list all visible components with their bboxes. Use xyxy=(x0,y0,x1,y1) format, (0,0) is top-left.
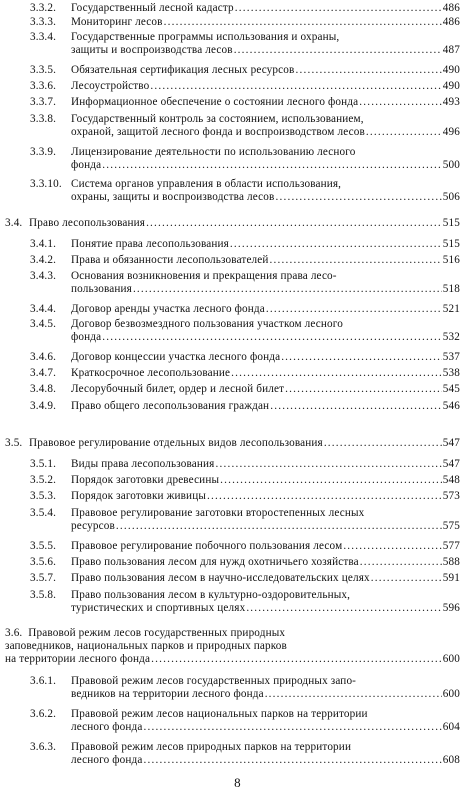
page-number: 8 xyxy=(234,775,241,790)
toc-entry-title-line xyxy=(71,572,460,585)
dot-leader xyxy=(164,16,442,29)
toc-entry-title-line xyxy=(5,627,460,640)
toc-entry-title: Правовое регулирование побочного пользования лесом xyxy=(71,540,343,552)
toc-entry-number: 3.4.2. xyxy=(30,254,57,266)
dot-leader xyxy=(207,490,442,503)
toc-entry-number: 3.5.1. xyxy=(30,458,57,470)
toc-entry-page: 490 xyxy=(442,64,460,76)
dot-leader xyxy=(220,474,442,487)
toc-entry-page: 515 xyxy=(442,217,460,229)
toc-entry-number: 3.5.5. xyxy=(30,540,57,552)
toc-entry xyxy=(30,64,460,77)
toc-entry-number: 3.4. xyxy=(5,217,23,229)
toc-entry-title-line: Лицензирование деятельности по использованию лесного xyxy=(71,146,356,158)
toc-entry xyxy=(30,741,460,767)
toc-entry-title-line xyxy=(71,520,460,533)
toc-entry-title-line xyxy=(71,602,460,615)
toc-entry-title: Правовой режим лесов государственных природных xyxy=(28,627,286,639)
toc-entry-title: защиты и воспроизводства лесов xyxy=(71,44,233,56)
dot-leader xyxy=(102,159,442,172)
toc-entry-page: 608 xyxy=(442,754,460,766)
toc-entry-page: 545 xyxy=(442,383,460,395)
toc-entry xyxy=(30,2,460,15)
toc-entry xyxy=(30,178,460,204)
toc-entry-page: 532 xyxy=(442,331,460,343)
toc-entry-number: 3.6.3. xyxy=(30,741,57,753)
toc-entry xyxy=(30,675,460,701)
toc-entry-page: 538 xyxy=(442,367,460,379)
toc-entry-title-line xyxy=(29,217,460,230)
toc-entry xyxy=(30,474,460,487)
toc-entry-title-line: Государственные программы использования и охраны, xyxy=(71,31,340,43)
toc-entry-title: Порядок заготовки живицы xyxy=(71,490,206,502)
toc-entry-title: туристических и спортивных целях xyxy=(71,602,246,614)
dot-leader xyxy=(371,572,442,585)
dot-leader xyxy=(366,126,442,139)
toc-entry xyxy=(30,254,460,267)
toc-entry-title: Право общего лесопользования граждан xyxy=(71,400,270,412)
toc-entry-title-line xyxy=(71,2,460,15)
toc-entry-title-line xyxy=(71,383,460,396)
toc-entry-page: 547 xyxy=(442,437,460,449)
toc-entry-page: 600 xyxy=(442,688,460,700)
toc-entry-title: лесного фонда xyxy=(71,754,143,766)
toc-entry-title: Мониторинг лесов xyxy=(71,16,163,28)
toc-entry-title-line xyxy=(71,16,460,29)
toc-entry-title-line xyxy=(71,126,460,139)
toc-entry-number: 3.5. xyxy=(5,437,23,449)
toc-entry-title: фонда xyxy=(71,159,102,171)
toc-entry xyxy=(30,31,460,57)
toc-entry-title-line xyxy=(71,238,460,251)
toc-entry xyxy=(30,96,460,109)
dot-leader xyxy=(102,331,442,344)
toc-entry-title-line xyxy=(71,191,460,204)
toc-entry xyxy=(30,708,460,734)
toc-entry xyxy=(30,113,460,139)
dot-leader xyxy=(215,458,441,471)
toc-entry-title: Понятие права лесопользования xyxy=(71,238,229,250)
toc-entry-number: 3.3.2. xyxy=(30,2,57,14)
toc-entry-title: на территории лесного фонда xyxy=(5,653,151,665)
toc-entry-title-line xyxy=(29,437,460,450)
dot-leader xyxy=(116,520,442,533)
toc-entry-title: лесного фонда xyxy=(71,721,143,733)
toc-entry-title: пользования xyxy=(71,283,132,295)
toc-entry-title: ресурсов xyxy=(71,520,115,532)
toc-entry-title-line xyxy=(71,458,460,471)
toc-entry-page: 575 xyxy=(442,520,460,532)
toc-entry-title: Договор аренды участка лесного фонда xyxy=(71,303,265,315)
toc-entry-title-line xyxy=(71,721,460,734)
toc-entry xyxy=(30,458,460,471)
toc-entry-title-line xyxy=(71,556,460,569)
dot-leader xyxy=(285,383,442,396)
toc-entry-number: 3.4.3. xyxy=(30,270,57,282)
toc-entry-number: 3.3.5. xyxy=(30,64,57,76)
toc-entry-title-line: Правовой режим лесов природных парков на территории xyxy=(71,741,352,753)
toc-entry-title-line: Основания возникновения и прекращения права лесо- xyxy=(71,270,337,282)
toc-entry-title-line xyxy=(71,400,460,413)
toc-entry-title: Порядок заготовки древесины xyxy=(71,474,220,486)
toc-entry-title: Лесорубочный билет, ордер и лесной билет xyxy=(71,383,285,395)
toc-entry-title-line xyxy=(71,44,460,57)
toc-entry-number: 3.6.1. xyxy=(30,675,57,687)
toc-entry-page: 573 xyxy=(442,490,460,502)
toc-entry-number: 3.4.4. xyxy=(30,303,57,315)
toc-entry-title-line xyxy=(71,688,460,701)
dot-leader xyxy=(360,556,442,569)
toc-entry-title: Информационное обеспечение о состоянии лесного фонда xyxy=(71,96,359,108)
toc-entry-page: 496 xyxy=(442,126,460,138)
toc-entry-title: фонда xyxy=(71,331,102,343)
dot-leader xyxy=(324,437,442,450)
toc-entry xyxy=(30,351,460,364)
toc-entry xyxy=(30,303,460,316)
toc-entry-title-line: заповедников, национальных парков и природных парков xyxy=(5,640,287,652)
toc-entry-number: 3.5.8. xyxy=(30,589,57,601)
dot-leader xyxy=(343,540,441,553)
toc-entry-title-line xyxy=(71,303,460,316)
toc-entry xyxy=(30,400,460,413)
toc-entry-title-line xyxy=(71,351,460,364)
toc-entry-page: 591 xyxy=(442,572,460,584)
toc-entry-page: 604 xyxy=(442,721,460,733)
toc-entry-number: 3.6.2. xyxy=(30,708,57,720)
toc-entry-number: 3.6. xyxy=(5,627,23,639)
toc-entry-page: 588 xyxy=(442,556,460,568)
toc-entry-title: Краткосрочное лесопользование xyxy=(71,367,231,379)
toc-entry-title-line xyxy=(71,474,460,487)
toc-entry-title-line xyxy=(71,754,460,767)
toc-entry xyxy=(30,367,460,380)
toc-entry-number: 3.3.9. xyxy=(30,146,57,158)
toc-entry-title: Право лесопользования xyxy=(29,217,146,229)
toc-entry xyxy=(30,490,460,503)
toc-entry-title-line xyxy=(71,283,460,296)
toc-entry-number: 3.3.7. xyxy=(30,96,57,108)
dot-leader xyxy=(281,351,442,364)
toc-entry-title-line xyxy=(71,254,460,267)
toc-entry-number: 3.4.6. xyxy=(30,351,57,363)
toc-entry-title: Права и обязанности лесопользователей xyxy=(71,254,269,266)
toc-entry-number: 3.5.3. xyxy=(30,490,57,502)
dot-leader xyxy=(234,44,442,57)
toc-entry-number: 3.4.1. xyxy=(30,238,57,250)
toc-entry xyxy=(30,572,460,585)
toc-entry-page: 493 xyxy=(442,96,460,108)
toc-entry xyxy=(30,556,460,569)
dot-leader xyxy=(265,688,442,701)
toc-entry-title-line: Договор безвозмездного пользования участком лесного xyxy=(71,318,343,330)
toc-entry-page: 600 xyxy=(442,653,460,665)
dot-leader xyxy=(144,754,442,767)
toc-entry xyxy=(5,627,460,666)
toc-entry-page: 548 xyxy=(442,474,460,486)
dot-leader xyxy=(146,217,442,230)
dot-leader xyxy=(270,400,442,413)
dot-leader xyxy=(295,64,441,77)
toc-entry-page: 596 xyxy=(442,602,460,614)
dot-leader xyxy=(144,721,442,734)
toc-entry-title: ведников на территории лесного фонда xyxy=(71,688,264,700)
toc-entry-number: 3.3.4. xyxy=(30,31,57,43)
toc-entry xyxy=(30,540,460,553)
toc-entry-title: Договор концессии участка лесного фонда xyxy=(71,351,281,363)
toc-entry-number: 3.3.10. xyxy=(30,178,62,190)
toc-entry-title-line: Система органов управления в области использования, xyxy=(71,178,342,190)
toc-entry-page: 546 xyxy=(442,400,460,412)
toc-entry-number: 3.3.8. xyxy=(30,113,57,125)
toc-entry-title: Обязательная сертификация лесных ресурсов xyxy=(71,64,295,76)
toc-entry-number: 3.4.5. xyxy=(30,318,57,330)
toc-entry-page: 486 xyxy=(442,16,460,28)
toc-entry-number: 3.5.7. xyxy=(30,572,57,584)
toc-entry-title-line xyxy=(71,490,460,503)
toc-entry xyxy=(30,146,460,172)
toc-entry-page: 537 xyxy=(442,351,460,363)
dot-leader xyxy=(231,367,442,380)
toc-entry-title-line xyxy=(71,331,460,344)
toc-entry-title-line: Правовой режим лесов национальных парков на территории xyxy=(71,708,368,720)
toc-entry-number: 3.4.9. xyxy=(30,400,57,412)
toc-entry xyxy=(30,238,460,251)
toc-entry-number: 3.5.6. xyxy=(30,556,57,568)
toc-entry-title: Лесоустройство xyxy=(71,80,150,92)
toc-entry xyxy=(30,318,460,344)
toc-entry-number: 3.3.3. xyxy=(30,16,57,28)
toc-entry-page: 506 xyxy=(442,191,460,203)
dot-leader xyxy=(235,2,442,15)
toc-entry-page: 487 xyxy=(442,44,460,56)
toc-entry-title: Государственный лесной кадастр xyxy=(71,2,234,14)
toc-entry-title: охраны, защиты и воспроизводства лесов xyxy=(71,191,275,203)
toc-entry-title: Правовое регулирование отдельных видов лесопользования xyxy=(29,437,323,449)
toc-entry-title: Право пользования лесом для нужд охотничьего хозяйства xyxy=(71,556,359,568)
toc-entry xyxy=(5,437,460,450)
toc-entry-page: 486 xyxy=(442,2,460,14)
toc-entry-page: 577 xyxy=(442,540,460,552)
toc-entry-page: 515 xyxy=(442,238,460,250)
dot-leader xyxy=(275,191,441,204)
toc-entry-title-line xyxy=(71,367,460,380)
toc-entry-number: 3.5.4. xyxy=(30,507,57,519)
dot-leader xyxy=(246,602,441,615)
dot-leader xyxy=(270,254,442,267)
toc-entry-title-line xyxy=(71,80,460,93)
toc-entry-title-line xyxy=(5,653,460,666)
toc-entry xyxy=(30,589,460,615)
toc-entry-number: 3.5.2. xyxy=(30,474,57,486)
toc-entry-number: 3.3.6. xyxy=(30,80,57,92)
toc-entry-title-line xyxy=(71,96,460,109)
toc-entry-title: Виды права лесопользования xyxy=(71,458,215,470)
toc-entry-number: 3.4.8. xyxy=(30,383,57,395)
dot-leader xyxy=(230,238,442,251)
toc-entry-page: 547 xyxy=(442,458,460,470)
toc-entry-title-line: Правовое регулирование заготовки второстепенных лесных xyxy=(71,507,365,519)
dot-leader xyxy=(359,96,441,109)
dot-leader xyxy=(133,283,442,296)
toc-entry-page: 518 xyxy=(442,283,460,295)
toc-entry-title: Право пользования лесом в научно-исследовательских целях xyxy=(71,572,370,584)
dot-leader xyxy=(266,303,442,316)
toc-entry-title-line xyxy=(71,159,460,172)
toc-entry-page: 490 xyxy=(442,80,460,92)
toc-entry-title-line: Правовой режим лесов государственных природных запо- xyxy=(71,675,357,687)
toc-entry-page: 500 xyxy=(442,159,460,171)
toc-entry xyxy=(30,383,460,396)
toc-entry xyxy=(5,217,460,230)
toc-entry-number: 3.4.7. xyxy=(30,367,57,379)
toc-entry-title-line xyxy=(71,540,460,553)
toc-entry xyxy=(30,270,460,296)
toc-entry-title: охраной, защитой лесного фонда и воспроизводством лесов xyxy=(71,126,365,138)
toc-entry xyxy=(30,80,460,93)
toc-entry-title-line: Право пользования лесом в культурно-оздоровительных, xyxy=(71,589,351,601)
toc-entry-page: 521 xyxy=(442,303,460,315)
toc-entry-title-line xyxy=(71,64,460,77)
toc-entry-title-line: Государственный контроль за состоянием, использованием, xyxy=(71,113,364,125)
toc-entry-page: 516 xyxy=(442,254,460,266)
toc-entry xyxy=(30,507,460,533)
toc-entry xyxy=(30,16,460,29)
dot-leader xyxy=(151,653,442,666)
dot-leader xyxy=(150,80,441,93)
